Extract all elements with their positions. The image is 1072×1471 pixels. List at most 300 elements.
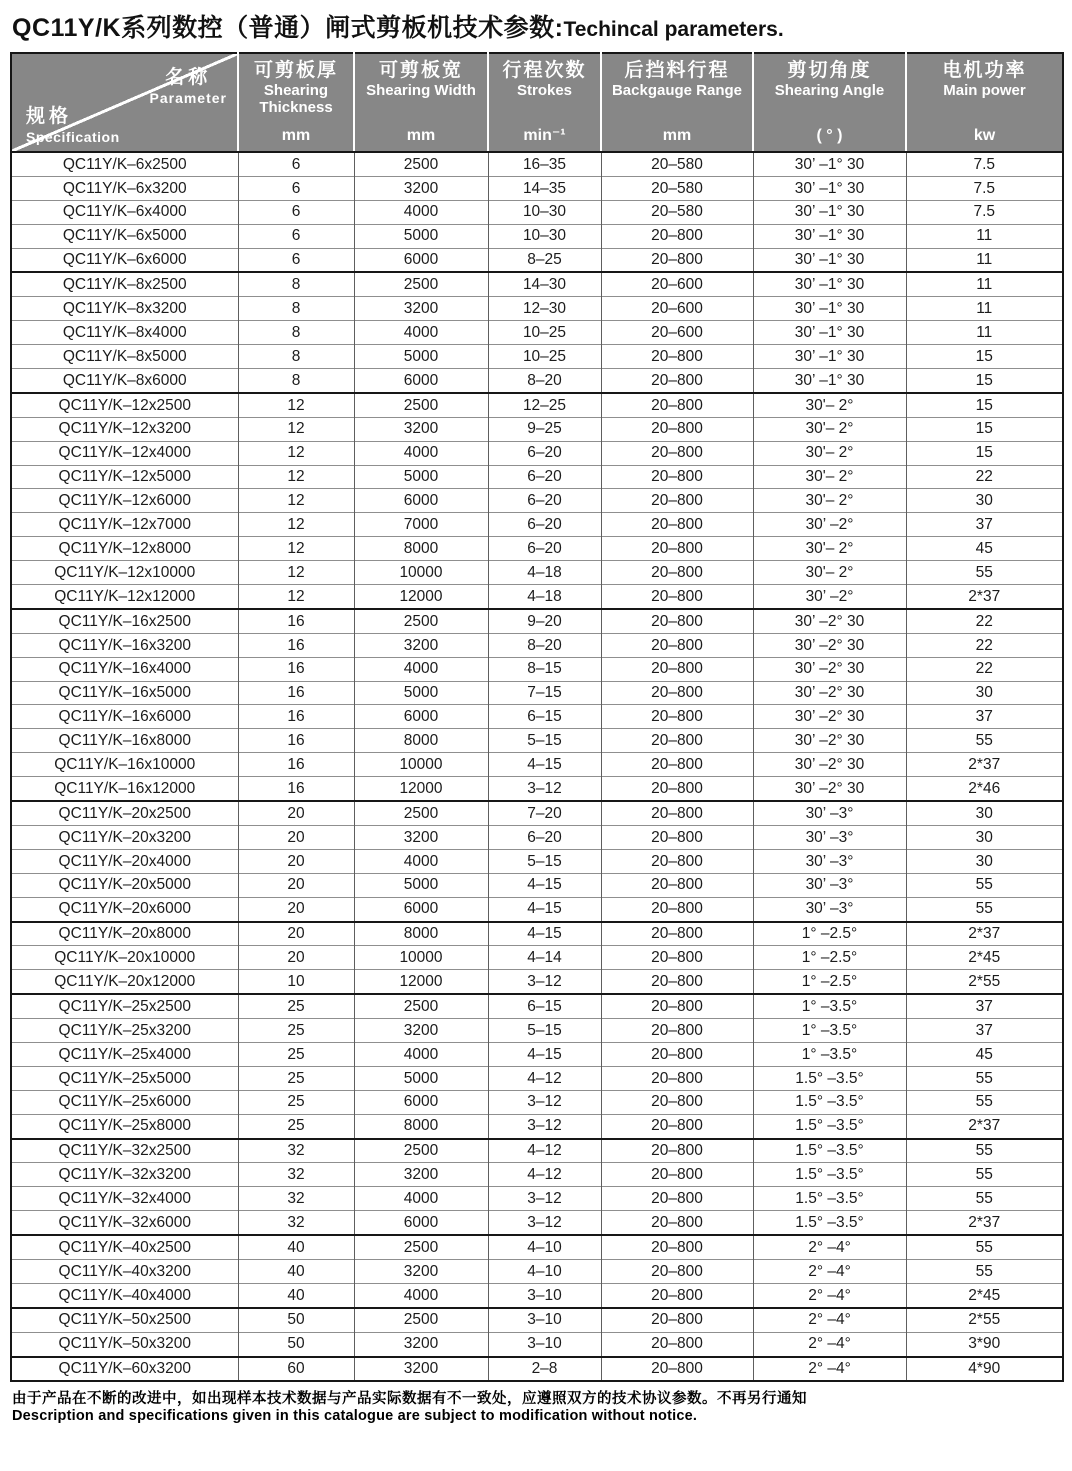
cell-angle: 2° –4° [753,1332,906,1356]
cell-angle: 30’ –2° 30 [753,657,906,681]
table-row [11,801,1063,825]
cell-angle: 30’ –2° 30 [753,753,906,777]
cell-strokes: 6–20 [488,465,601,489]
cell-power: 7.5 [906,176,1063,200]
cell-spec: QC11Y/K–20x8000 [11,922,238,946]
cell-angle: 30’ –3° [753,801,906,825]
cell-spec: QC11Y/K–6x5000 [11,224,238,248]
cell-strokes: 3–12 [488,1090,601,1114]
cell-width: 6000 [354,1211,488,1235]
cell-power: 55 [906,1163,1063,1187]
cell-thickness: 25 [238,1090,354,1114]
cell-strokes: 9–20 [488,609,601,633]
cell-spec: QC11Y/K–25x6000 [11,1090,238,1114]
cell-thickness: 16 [238,777,354,801]
cell-width: 8000 [354,729,488,753]
cell-backgauge: 20–800 [601,1235,753,1259]
cell-angle: 30’ –1° 30 [753,369,906,393]
cell-strokes: 4–12 [488,1163,601,1187]
cell-angle: 30'– 2° [753,417,906,441]
cell-width: 12000 [354,585,488,609]
table-row [11,922,1063,946]
cell-width: 6000 [354,248,488,272]
cell-backgauge: 20–800 [601,922,753,946]
cell-backgauge: 20–800 [601,777,753,801]
cell-spec: QC11Y/K–40x3200 [11,1259,238,1283]
cell-backgauge: 20–800 [601,1042,753,1066]
cell-strokes: 2–8 [488,1357,601,1382]
cell-strokes: 3–12 [488,1114,601,1138]
cell-angle: 30'– 2° [753,441,906,465]
cell-angle: 1° –3.5° [753,1042,906,1066]
cell-thickness: 20 [238,801,354,825]
cell-spec: QC11Y/K–20x2500 [11,801,238,825]
cell-spec: QC11Y/K–16x10000 [11,753,238,777]
cell-spec: QC11Y/K–25x3200 [11,1019,238,1043]
cell-width: 4000 [354,657,488,681]
cell-angle: 1° –3.5° [753,994,906,1018]
cell-width: 5000 [354,345,488,369]
corner-parameter-zh: 名称 [165,67,212,88]
cell-spec: QC11Y/K–6x4000 [11,200,238,224]
table-header [11,53,1063,152]
cell-angle: 2° –4° [753,1235,906,1259]
cell-angle: 30’ –2° [753,513,906,537]
cell-angle: 30’ –1° 30 [753,224,906,248]
cell-thickness: 50 [238,1308,354,1332]
cell-spec: QC11Y/K–50x2500 [11,1308,238,1332]
cell-thickness: 16 [238,753,354,777]
cell-angle: 1.5° –3.5° [753,1187,906,1211]
cell-width: 3200 [354,633,488,657]
cell-width: 6000 [354,489,488,513]
table-row [11,729,1063,753]
cell-spec: QC11Y/K–8x2500 [11,272,238,296]
cell-power: 45 [906,1042,1063,1066]
cell-spec: QC11Y/K–12x8000 [11,537,238,561]
cell-backgauge: 20–800 [601,873,753,897]
corner-parameter-en: Parameter [149,90,227,106]
table-row [11,1066,1063,1090]
cell-backgauge: 20–800 [601,657,753,681]
cell-angle: 1.5° –3.5° [753,1090,906,1114]
table-row [11,946,1063,970]
table-row [11,849,1063,873]
cell-power: 2*37 [906,753,1063,777]
table-row [11,873,1063,897]
cell-spec: QC11Y/K–6x3200 [11,176,238,200]
table-row [11,705,1063,729]
cell-width: 5000 [354,1066,488,1090]
cell-width: 3200 [354,1357,488,1382]
cell-strokes: 8–15 [488,657,601,681]
cell-thickness: 20 [238,825,354,849]
cell-spec: QC11Y/K–8x6000 [11,369,238,393]
cell-width: 4000 [354,1283,488,1307]
cell-strokes: 3–10 [488,1332,601,1356]
cell-width: 5000 [354,681,488,705]
cell-width: 4000 [354,321,488,345]
cell-width: 3200 [354,417,488,441]
cell-strokes: 14–30 [488,272,601,296]
table-row [11,1042,1063,1066]
corner-specification-label [26,101,120,145]
cell-angle: 1° –2.5° [753,946,906,970]
cell-power: 2*37 [906,1114,1063,1138]
cell-thickness: 16 [238,729,354,753]
cell-backgauge: 20–800 [601,465,753,489]
cell-spec: QC11Y/K–25x8000 [11,1114,238,1138]
cell-strokes: 6–15 [488,705,601,729]
cell-backgauge: 20–580 [601,152,753,176]
cell-spec: QC11Y/K–16x3200 [11,633,238,657]
cell-angle: 1.5° –3.5° [753,1066,906,1090]
cell-backgauge: 20–800 [601,561,753,585]
cell-strokes: 9–25 [488,417,601,441]
cell-power: 45 [906,537,1063,561]
cell-angle: 30'– 2° [753,537,906,561]
cell-power: 55 [906,561,1063,585]
cell-angle: 30’ –1° 30 [753,345,906,369]
cell-angle: 1° –2.5° [753,922,906,946]
cell-thickness: 32 [238,1187,354,1211]
cell-power: 11 [906,248,1063,272]
cell-power: 15 [906,441,1063,465]
table-row [11,609,1063,633]
footer-note-zh: 由于产品在不断的改进中，如出现样本技术数据与产品实际数据有不一致处，应遵照双方的技术协议参数。不再另行通知 [12,1391,807,1408]
cell-width: 10000 [354,561,488,585]
cell-backgauge: 20–600 [601,272,753,296]
cell-thickness: 6 [238,176,354,200]
cell-power: 11 [906,297,1063,321]
cell-backgauge: 20–800 [601,801,753,825]
cell-thickness: 16 [238,657,354,681]
cell-spec: QC11Y/K–6x2500 [11,152,238,176]
cell-backgauge: 20–800 [601,369,753,393]
footer-note-en: Description and specifications given in this catalogue are subject to modification without notice. [12,1408,698,1425]
cell-angle: 1.5° –3.5° [753,1114,906,1138]
cell-power: 22 [906,609,1063,633]
cell-spec: QC11Y/K–12x3200 [11,417,238,441]
corner-parameter-label [150,62,228,106]
cell-thickness: 12 [238,465,354,489]
cell-spec: QC11Y/K–12x4000 [11,441,238,465]
cell-width: 6000 [354,1090,488,1114]
cell-backgauge: 20–800 [601,393,753,417]
cell-power: 37 [906,1019,1063,1043]
cell-width: 2500 [354,994,488,1018]
cell-spec: QC11Y/K–8x4000 [11,321,238,345]
table-row [11,1187,1063,1211]
cell-strokes: 8–20 [488,369,601,393]
table-row [11,369,1063,393]
col-header-backgauge-range: 后挡料行程 Backgauge Range mm [601,53,753,152]
cell-backgauge: 20–600 [601,321,753,345]
cell-spec: QC11Y/K–12x5000 [11,465,238,489]
table-row [11,345,1063,369]
cell-angle: 2° –4° [753,1259,906,1283]
table-row [11,970,1063,994]
cell-backgauge: 20–800 [601,753,753,777]
cell-power: 30 [906,489,1063,513]
cell-thickness: 16 [238,705,354,729]
table-row [11,248,1063,272]
table-row [11,1235,1063,1259]
cell-power: 2*37 [906,922,1063,946]
cell-backgauge: 20–800 [601,1114,753,1138]
cell-strokes: 3–10 [488,1308,601,1332]
table-row [11,537,1063,561]
table-row [11,176,1063,200]
cell-width: 2500 [354,1139,488,1163]
cell-thickness: 25 [238,1019,354,1043]
cell-backgauge: 20–800 [601,224,753,248]
cell-power: 2*46 [906,777,1063,801]
table-row [11,681,1063,705]
cell-strokes: 3–12 [488,1187,601,1211]
cell-power: 55 [906,873,1063,897]
cell-width: 6000 [354,897,488,921]
cell-angle: 30’ –2° 30 [753,777,906,801]
table-row [11,657,1063,681]
cell-angle: 30’ –3° [753,849,906,873]
cell-power: 55 [906,1259,1063,1283]
cell-backgauge: 20–800 [601,729,753,753]
cell-angle: 30’ –2° [753,585,906,609]
cell-spec: QC11Y/K–12x10000 [11,561,238,585]
cell-thickness: 20 [238,922,354,946]
corner-specification-zh: 规格 [26,106,73,127]
cell-backgauge: 20–800 [601,441,753,465]
cell-backgauge: 20–800 [601,1211,753,1235]
cell-spec: QC11Y/K–16x2500 [11,609,238,633]
cell-spec: QC11Y/K–6x6000 [11,248,238,272]
cell-width: 5000 [354,873,488,897]
cell-thickness: 16 [238,609,354,633]
cell-thickness: 12 [238,489,354,513]
table-row [11,513,1063,537]
cell-backgauge: 20–800 [601,849,753,873]
cell-width: 4000 [354,441,488,465]
corner-cell [11,53,238,152]
cell-width: 3200 [354,1163,488,1187]
cell-thickness: 12 [238,513,354,537]
cell-thickness: 16 [238,681,354,705]
cell-backgauge: 20–800 [601,513,753,537]
cell-power: 30 [906,681,1063,705]
cell-backgauge: 20–800 [601,1187,753,1211]
cell-strokes: 6–20 [488,489,601,513]
cell-width: 3200 [354,297,488,321]
cell-backgauge: 20–800 [601,946,753,970]
cell-power: 37 [906,513,1063,537]
cell-strokes: 10–25 [488,345,601,369]
cell-width: 7000 [354,513,488,537]
col-header-main-power: 电机功率 Main power kw [906,53,1063,152]
cell-thickness: 12 [238,417,354,441]
cell-spec: QC11Y/K–20x6000 [11,897,238,921]
cell-spec: QC11Y/K–20x12000 [11,970,238,994]
cell-thickness: 20 [238,873,354,897]
cell-strokes: 5–15 [488,849,601,873]
cell-angle: 2° –4° [753,1357,906,1382]
cell-strokes: 12–25 [488,393,601,417]
cell-spec: QC11Y/K–32x3200 [11,1163,238,1187]
cell-thickness: 6 [238,152,354,176]
cell-backgauge: 20–800 [601,1090,753,1114]
cell-width: 2500 [354,152,488,176]
cell-angle: 30'– 2° [753,393,906,417]
cell-angle: 30'– 2° [753,465,906,489]
cell-strokes: 4–15 [488,897,601,921]
cell-backgauge: 20–800 [601,248,753,272]
cell-power: 37 [906,994,1063,1018]
cell-width: 3200 [354,825,488,849]
cell-thickness: 8 [238,345,354,369]
cell-spec: QC11Y/K–20x5000 [11,873,238,897]
cell-backgauge: 20–800 [601,1332,753,1356]
cell-backgauge: 20–800 [601,609,753,633]
cell-power: 55 [906,1066,1063,1090]
cell-angle: 30’ –1° 30 [753,321,906,345]
cell-strokes: 8–25 [488,248,601,272]
cell-strokes: 4–10 [488,1235,601,1259]
cell-strokes: 4–10 [488,1259,601,1283]
cell-strokes: 10–30 [488,200,601,224]
cell-width: 2500 [354,609,488,633]
cell-angle: 30’ –3° [753,873,906,897]
cell-strokes: 3–12 [488,1211,601,1235]
cell-backgauge: 20–800 [601,970,753,994]
cell-width: 2500 [354,1308,488,1332]
cell-backgauge: 20–800 [601,1357,753,1382]
col-header-strokes: 行程次数 Strokes min⁻¹ [488,53,601,152]
cell-backgauge: 20–800 [601,1283,753,1307]
table-row [11,1019,1063,1043]
page-title-zh: QC11Y/K系列数控（普通）闸式剪板机技术参数: [12,14,564,42]
cell-strokes: 3–10 [488,1283,601,1307]
cell-spec: QC11Y/K–50x3200 [11,1332,238,1356]
cell-power: 2*45 [906,1283,1063,1307]
cell-backgauge: 20–800 [601,345,753,369]
cell-angle: 1.5° –3.5° [753,1139,906,1163]
table-row [11,1357,1063,1382]
cell-thickness: 40 [238,1259,354,1283]
cell-width: 2500 [354,393,488,417]
cell-angle: 30'– 2° [753,561,906,585]
cell-width: 3200 [354,176,488,200]
cell-width: 8000 [354,537,488,561]
cell-backgauge: 20–800 [601,633,753,657]
cell-angle: 1.5° –3.5° [753,1163,906,1187]
cell-strokes: 4–18 [488,585,601,609]
cell-thickness: 8 [238,369,354,393]
cell-strokes: 14–35 [488,176,601,200]
cell-thickness: 60 [238,1357,354,1382]
cell-power: 3*90 [906,1332,1063,1356]
footer-note [12,1387,1062,1424]
table-row [11,1139,1063,1163]
cell-spec: QC11Y/K–32x4000 [11,1187,238,1211]
cell-width: 10000 [354,753,488,777]
cell-angle: 30’ –2° 30 [753,633,906,657]
cell-strokes: 5–15 [488,729,601,753]
cell-width: 6000 [354,705,488,729]
cell-width: 4000 [354,200,488,224]
cell-power: 15 [906,369,1063,393]
cell-strokes: 4–15 [488,873,601,897]
cell-thickness: 12 [238,441,354,465]
table-row [11,1283,1063,1307]
corner-specification-en: Specification [26,129,120,145]
cell-power: 11 [906,321,1063,345]
page-title-en: Techincal parameters. [563,18,784,41]
cell-power: 55 [906,729,1063,753]
cell-strokes: 10–30 [488,224,601,248]
cell-spec: QC11Y/K–12x12000 [11,585,238,609]
cell-backgauge: 20–580 [601,200,753,224]
spec-table [10,52,1064,1382]
cell-thickness: 32 [238,1139,354,1163]
cell-thickness: 8 [238,321,354,345]
cell-width: 12000 [354,777,488,801]
cell-spec: QC11Y/K–8x3200 [11,297,238,321]
cell-width: 5000 [354,224,488,248]
cell-backgauge: 20–800 [601,585,753,609]
table-row [11,585,1063,609]
cell-width: 2500 [354,801,488,825]
cell-width: 4000 [354,1187,488,1211]
cell-angle: 1° –3.5° [753,1019,906,1043]
table-row [11,825,1063,849]
cell-thickness: 20 [238,946,354,970]
cell-backgauge: 20–800 [601,537,753,561]
cell-angle: 30’ –1° 30 [753,248,906,272]
table-row [11,441,1063,465]
table-row [11,1308,1063,1332]
cell-power: 22 [906,633,1063,657]
cell-angle: 30’ –2° 30 [753,609,906,633]
cell-angle: 30’ –3° [753,897,906,921]
cell-angle: 30'– 2° [753,489,906,513]
cell-power: 22 [906,657,1063,681]
cell-power: 55 [906,1139,1063,1163]
cell-spec: QC11Y/K–16x12000 [11,777,238,801]
cell-strokes: 7–20 [488,801,601,825]
cell-power: 30 [906,825,1063,849]
cell-backgauge: 20–800 [601,417,753,441]
cell-angle: 1° –2.5° [753,970,906,994]
cell-power: 30 [906,801,1063,825]
cell-thickness: 8 [238,297,354,321]
cell-width: 10000 [354,946,488,970]
cell-spec: QC11Y/K–20x4000 [11,849,238,873]
cell-spec: QC11Y/K–40x2500 [11,1235,238,1259]
cell-width: 3200 [354,1019,488,1043]
cell-spec: QC11Y/K–60x3200 [11,1357,238,1382]
cell-spec: QC11Y/K–25x4000 [11,1042,238,1066]
table-row [11,297,1063,321]
table-row [11,321,1063,345]
cell-backgauge: 20–800 [601,1308,753,1332]
table-row [11,272,1063,296]
table-row [11,753,1063,777]
cell-thickness: 40 [238,1283,354,1307]
cell-power: 15 [906,417,1063,441]
cell-thickness: 6 [238,200,354,224]
cell-spec: QC11Y/K–12x7000 [11,513,238,537]
cell-thickness: 32 [238,1163,354,1187]
